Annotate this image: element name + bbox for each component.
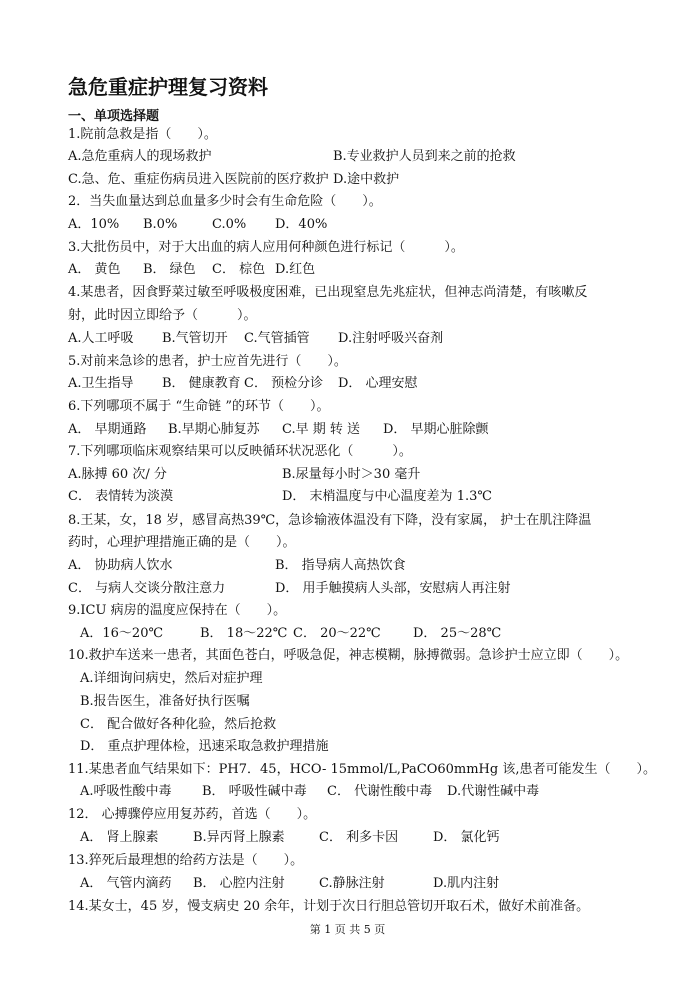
option: A.详细询问病史，然后对症护理 xyxy=(80,671,263,686)
option: C.早 期 转 送 xyxy=(282,422,361,437)
option: B.气管切开 xyxy=(162,331,228,346)
option: A.急危重病人的现场救护 xyxy=(68,149,212,164)
option: D． 25～28℃ xyxy=(413,626,502,641)
option: D.代谢性碱中毒 xyxy=(447,784,540,799)
option: C.0% xyxy=(212,217,247,232)
question-stem: 4.某患者，因食野菜过敏至呼吸极度困难，已出现窒息先兆症状，但神志尚清楚，有咳嗽反 xyxy=(68,285,588,300)
option: B． 健康教育 xyxy=(162,376,241,391)
option: C.急、危、重症伤病员进入医院前的医疗救护 xyxy=(68,172,329,187)
option: C． 20～22℃ xyxy=(293,626,381,641)
option: D．40% xyxy=(275,217,328,232)
option: D． 氯化钙 xyxy=(433,830,500,845)
question-stem: 2．当失血量达到总血量多少时会有生命危险（ ）。 xyxy=(68,194,382,209)
option: C． 配合做好各种化验，然后抢救 xyxy=(80,717,277,732)
option: B． 指导病人高热饮食 xyxy=(275,558,406,573)
question-stem: 3.大批伤员中，对于大出血的病人应用何种颜色进行标记（ ）。 xyxy=(68,240,464,255)
option: A.呼吸性酸中毒 xyxy=(80,784,172,799)
option: D． 用手触摸病人头部，安慰病人再注射 xyxy=(275,581,511,596)
question-stem: 12． 心搏骤停应用复苏药，首选（ ）。 xyxy=(68,807,317,822)
option: D.肌内注射 xyxy=(433,876,500,891)
question-stem: 13.猝死后最理想的给药方法是（ ）。 xyxy=(68,853,304,868)
option: D.红色 xyxy=(275,262,316,277)
option: B． 呼吸性碱中毒 xyxy=(202,784,307,799)
question-stem: 1.院前急救是指（ ）。 xyxy=(68,127,217,142)
question-stem: 6.下列哪项不属于 “生命链 ”的环节（ ）。 xyxy=(68,399,330,414)
question-stem: 10.救护车送来一患者，其面色苍白，呼吸急促，神志模糊，脉搏微弱。急诊护士应立即（ ）。 xyxy=(68,648,629,663)
option: D． 早期心脏除颤 xyxy=(383,422,489,437)
option: A． 气管内滴药 xyxy=(80,876,172,891)
option: C． 与病人交谈分散注意力 xyxy=(68,581,226,596)
option: B.专业救护人员到来之前的抢救 xyxy=(333,149,516,164)
option: C.静脉注射 xyxy=(319,876,385,891)
option: C． 预检分诊 xyxy=(244,376,324,391)
option: A.脉搏 60 次/ 分 xyxy=(68,467,167,482)
option: A． 早期通路 xyxy=(68,422,147,437)
question-stem-continued: 射，此时因立即给予（ ）。 xyxy=(68,308,257,323)
option: D.注射呼吸兴奋剂 xyxy=(338,331,444,346)
option: B.0% xyxy=(143,217,178,232)
option: A．16～20℃ xyxy=(80,626,164,641)
page-title: 急危重症护理复习资料 xyxy=(68,75,268,99)
option: C． 棕色 xyxy=(212,262,266,277)
option: C． 代谢性酸中毒 xyxy=(327,784,433,799)
option: A.人工呼吸 xyxy=(68,331,134,346)
option: B． 绿色 xyxy=(143,262,196,277)
question-stem: 9.ICU 病房的温度应保持在（ ）。 xyxy=(68,603,287,618)
question-stem: 11.某患者血气结果如下：PH7．45，HCO- 15mmol/L,PaCO60mmHg 该,患者可能发生（ ）。 xyxy=(68,762,656,777)
option: B.报告医生，准备好执行医嘱 xyxy=(80,694,250,709)
page-footer: 第 1 页 共 5 页 xyxy=(309,923,386,936)
option: D． 重点护理体检，迅速采取急救护理措施 xyxy=(80,739,329,754)
question-stem-continued: 药时，心理护理措施正确的是（ ）。 xyxy=(68,535,296,550)
question-stem: 7.下列哪项临床观察结果可以反映循环状况恶化（ ）。 xyxy=(68,444,412,459)
option: B.异丙肾上腺素 xyxy=(193,830,285,845)
option: A．10% xyxy=(68,217,120,232)
question-stem: 5.对前来急诊的患者，护士应首先进行（ ）。 xyxy=(68,354,347,369)
option: A． 协助病人饮水 xyxy=(68,558,173,573)
option: B.早期心肺复苏 xyxy=(168,422,260,437)
option: D． 心理安慰 xyxy=(338,376,418,391)
question-stem: 8.王某，女，18 岁，感冒高热39℃，急诊输液体温没有下降，没有家属， 护士在肌注降温 xyxy=(68,513,592,528)
option: B． 18～22℃ xyxy=(200,626,288,641)
section-heading: 一、单项选择题 xyxy=(68,109,160,124)
option: A． 黄色 xyxy=(68,262,121,277)
option: A． 肾上腺素 xyxy=(80,830,159,845)
option: A.卫生指导 xyxy=(68,376,134,391)
option: C． 利多卡因 xyxy=(319,830,399,845)
option: C.气管插管 xyxy=(244,331,310,346)
question-stem: 14.某女士，45 岁，慢支病史 20 余年，计划于次日行胆总管切开取石术，做好术前准备。 xyxy=(68,899,590,914)
option: D.途中救护 xyxy=(333,172,400,187)
option: C． 表情转为淡漠 xyxy=(68,489,174,504)
option: B.尿量每小时＞30 毫升 xyxy=(282,467,421,482)
option: B． 心腔内注射 xyxy=(193,876,285,891)
option: D． 末梢温度与中心温度差为 1.3℃ xyxy=(282,489,492,504)
